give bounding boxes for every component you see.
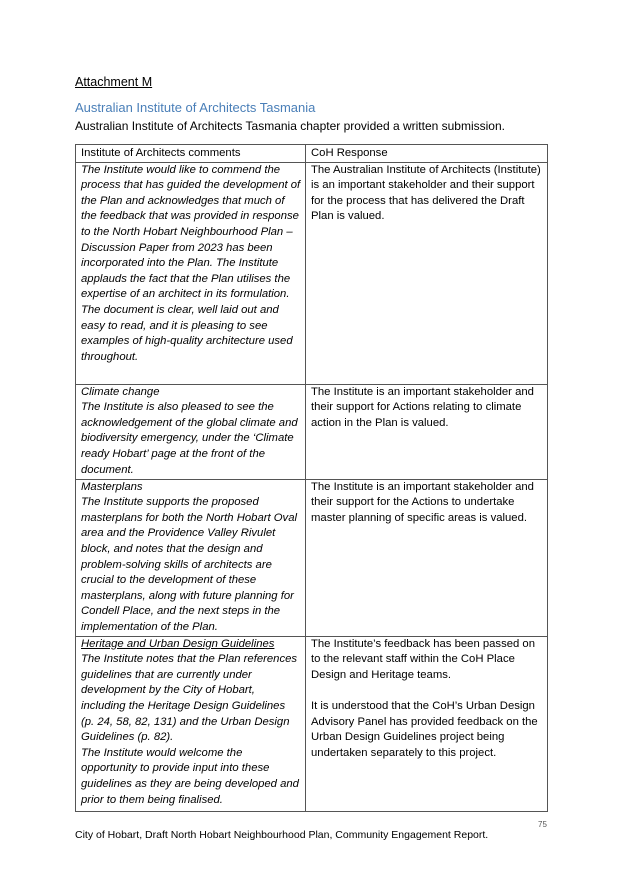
response-cell: [306, 636, 548, 811]
table-header-row: [76, 145, 548, 163]
row-title-masterplans: Masterplans: [81, 480, 143, 493]
comments-table: [75, 144, 548, 812]
table-row: [76, 479, 548, 636]
response-text: The Institute is an important stakeholder and their support for Actions relating to climate action in the Plan is valued.: [311, 385, 534, 429]
page-number: 75: [538, 820, 547, 829]
comment-cell: [76, 479, 306, 636]
response-text: The Institute’s feedback has been passed on to the relevant staff within the CoH Place Design and Heritage teams.: [311, 637, 536, 681]
row-title-climate-change: Climate change: [81, 385, 160, 398]
attachment-title: Attachment M: [75, 75, 153, 89]
response-text: The Institute is an important stakeholder and their support for the Actions to undertake master planning of specific areas is valued.: [311, 480, 534, 524]
paragraph-gap: [311, 683, 543, 699]
comment-text: The Institute would like to commend the process that has guided the development of the Plan and acknowledges that much of the feedback that was provided in response to the North Hobart Neighbourhood Plan – Discussion Paper from 2023 has been incorporated into the Plan. The Institute applauds the fact that the Plan utilises the expertise of an architect in its formulation. The document is clear, well laid out and easy to read, and it is pleasing to see examples of high-quality architecture used throughout.: [81, 163, 301, 363]
table-row: [76, 384, 548, 479]
comment-cell: [76, 162, 306, 384]
comment-cell: [76, 384, 306, 479]
section-heading: Australian Institute of Architects Tasmania: [75, 100, 316, 115]
response-cell: [306, 162, 548, 384]
intro-text: Australian Institute of Architects Tasmania chapter provided a written submission.: [75, 119, 505, 133]
header-comments: Institute of Architects comments: [76, 145, 306, 163]
row-title-heritage-guidelines: Heritage and Urban Design Guidelines: [81, 637, 275, 650]
comment-cell: [76, 636, 306, 811]
header-response: CoH Response: [306, 145, 548, 163]
comment-text: The Institute is also pleased to see the acknowledgement of the global climate and biodiversity emergency, under the ‘Climate ready Hobart’ page at the front of the document.: [81, 401, 298, 476]
comment-text: The Institute supports the proposed masterplans for both the North Hobart Oval area and the Providence Valley Rivulet block, and notes that the design and problem-solving skills of architects are crucial to the development of these masterplans, along with future planning for Condell Place, and the next steps in the implementation of the Plan.: [81, 496, 297, 633]
response-text: The Australian Institute of Architects (Institute) is an important stakeholder and their support for the process that has delivered the Draft Plan is valued.: [311, 163, 541, 223]
table-row: [76, 162, 548, 384]
response-text-2: It is understood that the CoH’s Urban Design Advisory Panel has provided feedback on the Urban Design Guidelines project being undertaken separately to this project.: [311, 699, 538, 759]
comment-text-2: The Institute would welcome the opportunity to provide input into these guidelines as they are being developed and prior to them being finalised.: [81, 746, 299, 806]
response-cell: [306, 479, 548, 636]
footer-text: City of Hobart, Draft North Hobart Neighbourhood Plan, Community Engagement Report.: [75, 829, 489, 841]
table-row: [76, 636, 548, 811]
comment-text: The Institute notes that the Plan references guidelines that are currently under development by the City of Hobart, including the Heritage Design Guidelines (p. 24, 58, 82, 131) and the Urban Design Guidelines (p. 82).: [81, 653, 298, 744]
response-cell: [306, 384, 548, 479]
